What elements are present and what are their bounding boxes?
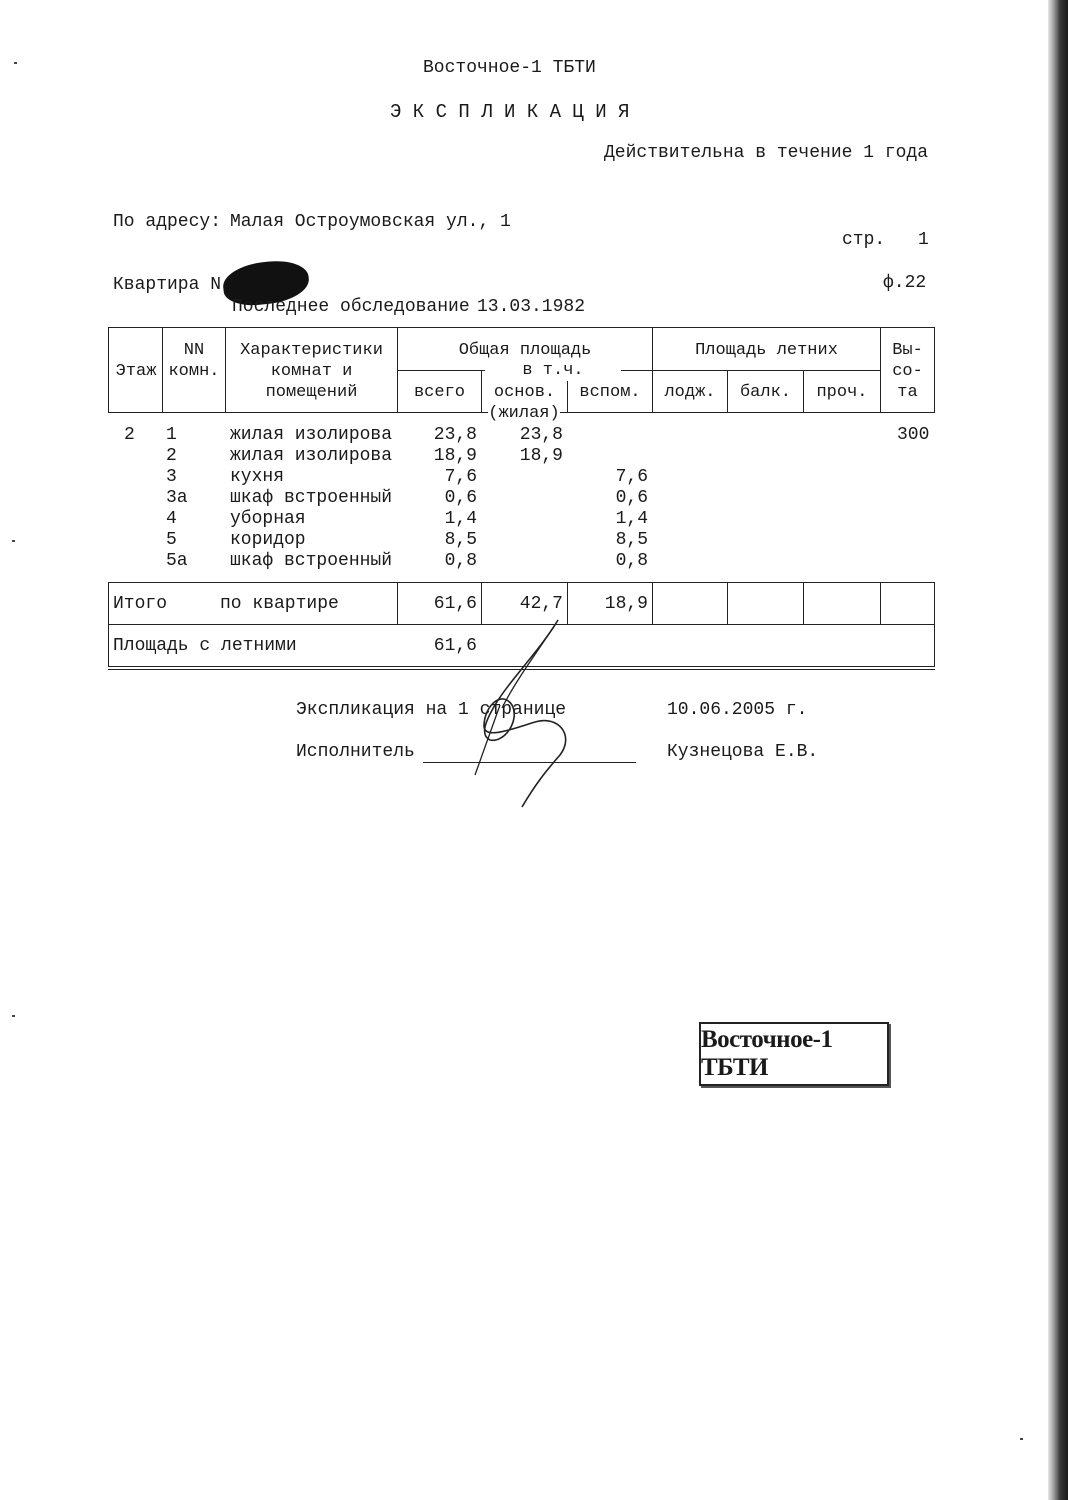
organization-stamp: Восточное-1 ТБТИ [699,1022,889,1086]
room-no: 5а [166,551,188,571]
room-no: 4 [166,509,177,529]
scan-speck [14,62,17,64]
col-total-area-header: Общая площадь [458,341,592,360]
room-no: 1 [166,425,177,445]
col-all-header: всего [413,383,465,402]
org-title: Восточное-1 ТБТИ [423,58,596,78]
totals-border-left [108,582,109,667]
table-border-left [108,327,109,413]
col-main-sub-header: (жилая) [488,404,560,423]
room-name: жилая изолирова [230,425,393,445]
total-all: 61,6 [433,594,477,614]
room-name: кухня [230,467,285,487]
room-no: 2 [166,446,177,466]
col-loggia-header: лодж. [664,383,716,402]
summer-sub-line [653,370,881,371]
room-total: 1,4 [444,509,477,529]
last-survey-label: Последнее обследование [232,297,470,317]
floor-value: 2 [124,425,135,445]
issue-date: 10.06.2005 г. [667,700,808,720]
scan-speck [1020,1438,1023,1440]
total-label-2: по квартире [220,594,339,614]
room-name: шкаф встроенный [230,488,393,508]
signature-scribble [440,610,600,810]
room-aux: 0,6 [615,488,648,508]
col-divider [652,582,653,625]
col-room-no-header: NN комн. [168,341,220,381]
validity-note: Действительна в течение 1 года [604,143,929,163]
table-border-top [108,327,935,328]
room-total: 18,9 [433,446,477,466]
pages-note: Экспликация на 1 странице [296,700,567,720]
apartment-label: Квартира N [113,275,222,295]
executor-label: Исполнитель [296,742,415,762]
col-other-header: проч. [816,383,868,402]
scan-edge [1048,0,1068,1500]
col-height-header: Вы- со- та [892,341,923,402]
doc-title: Э К С П Л И К А Ц И Я [390,101,630,123]
room-total: 8,5 [444,530,477,550]
room-no: 3 [166,467,177,487]
total-main: 42,7 [519,594,563,614]
room-name: уборная [230,509,306,529]
room-name: коридор [230,530,306,550]
form-code: ф.22 [883,273,927,293]
room-aux: 0,8 [615,551,648,571]
total-label: Итого [113,594,168,614]
executor-name: Кузнецова Е.В. [667,742,819,762]
col-characteristics-header: Характеристики комнат и помещений [240,341,383,402]
scan-speck [12,1015,15,1017]
col-including-header: в т.ч. [485,360,621,381]
room-name: жилая изолирова [230,446,393,466]
room-aux: 8,5 [615,530,648,550]
height-value: 300 [897,425,930,445]
room-main: 23,8 [519,425,563,445]
col-balcony-header: балк. [739,383,791,402]
room-total: 0,8 [444,551,477,571]
col-main-header: основ. [493,383,556,402]
total-aux: 18,9 [604,594,648,614]
table-border-right [934,327,935,413]
totals-border-top [108,582,935,583]
col-divider [803,582,804,625]
room-aux: 7,6 [615,467,648,487]
scan-speck [12,540,15,542]
totals-border-right [934,582,935,667]
page-label: стр. [842,230,886,250]
summer-area-label: Площадь с летними [113,636,297,656]
address-label: По адресу: [113,212,222,232]
col-divider [727,582,728,625]
room-total: 0,6 [444,488,477,508]
summer-area-total: 61,6 [433,636,477,656]
last-survey-date: 13.03.1982 [477,297,586,317]
room-name: шкаф встроенный [230,551,393,571]
room-no: 5 [166,530,177,550]
col-summer-area-header: Площадь летних [695,341,838,360]
room-aux: 1,4 [615,509,648,529]
col-floor-header: Этаж [115,362,157,381]
address-value: Малая Остроумовская ул., 1 [230,212,511,232]
room-no: 3а [166,488,188,508]
col-aux-header: вспом. [579,383,641,402]
room-total: 23,8 [433,425,477,445]
page-number: 1 [918,230,929,250]
col-divider [880,582,881,625]
room-total: 7,6 [444,467,477,487]
room-main: 18,9 [519,446,563,466]
